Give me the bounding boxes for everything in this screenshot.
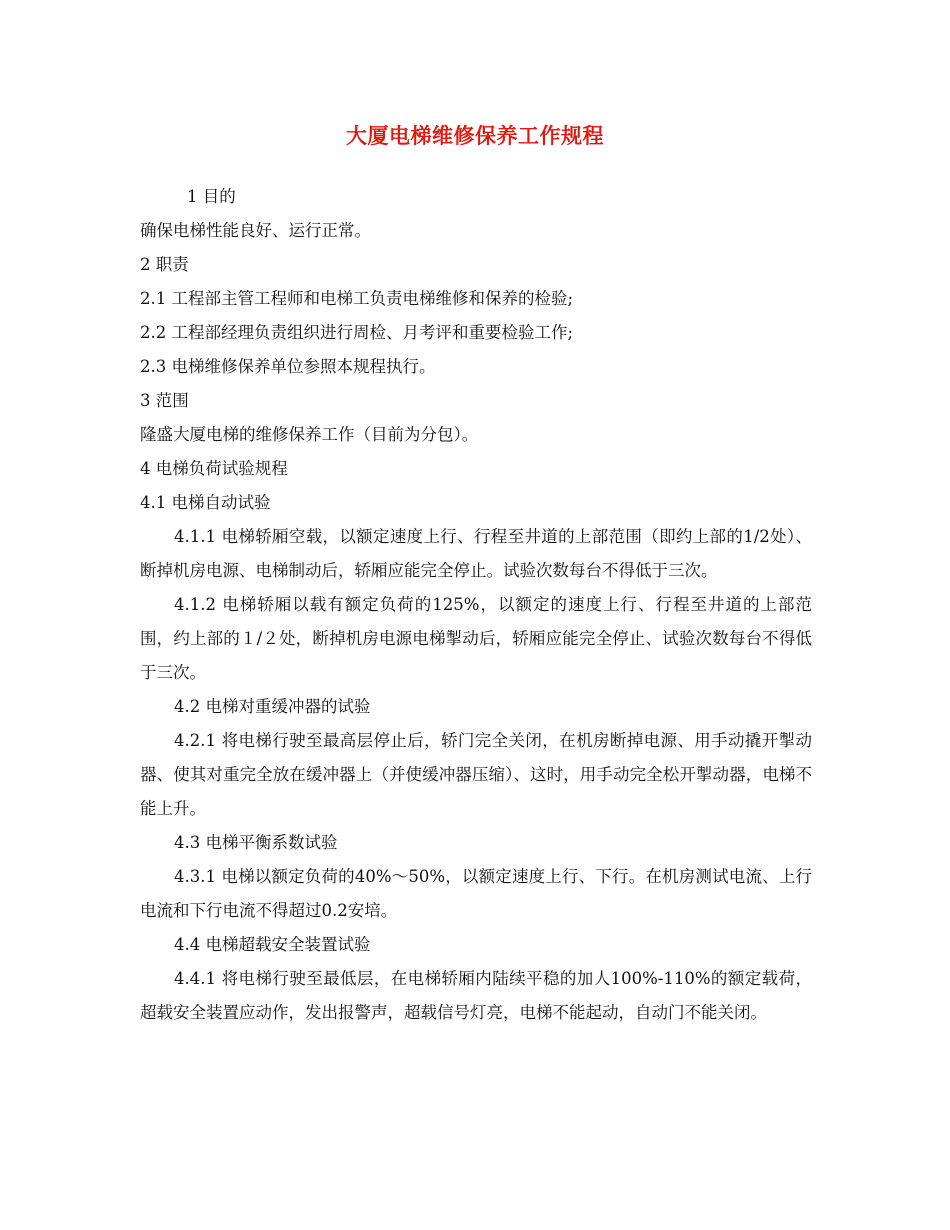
subsection-heading-4-2: 4.2 电梯对重缓冲器的试验 <box>174 697 371 716</box>
section-heading-scope: 3 范围 <box>140 391 189 410</box>
section-heading-purpose: 1 目的 <box>187 187 236 206</box>
scope-text: 隆盛大厦电梯的维修保养工作（目前为分包）。 <box>140 425 479 444</box>
paragraph-4-2-1: 4.2.1 将电梯行驶至最高层停止后，轿门完全关闭，在机房断掉电源、用手动撬开掣动器、使其对重完全放在缓冲器上（并使缓冲器压缩）、这时，用手动完全松开掣动器，电梯不能上升。 <box>140 731 812 818</box>
paragraph-4-3-1: 4.3.1 电梯以额定负荷的40%～50%，以额定速度上行、下行。在机房测试电流、上行电流和下行电流不得超过0.2安培。 <box>140 867 812 920</box>
subsection-heading-4-4: 4.4 电梯超载安全装置试验 <box>174 935 371 954</box>
section-heading-responsibility: 2 职责 <box>140 255 189 274</box>
paragraph-4-4-1: 4.4.1 将电梯行驶至最低层，在电梯轿厢内陆续平稳的加人100%-110%的额定载荷，超载安全装置应动作，发出报警声，超载信号灯亮，电梯不能起动，自动门不能关闭。 <box>140 969 812 1022</box>
responsibility-item-2-3: 2.3 电梯维修保养单位参照本规程执行。 <box>140 357 436 376</box>
paragraph-4-1-2: 4.1.2 电梯轿厢以载有额定负荷的125%，以额定的速度上行、行程至井道的上部范围，约上部的１/２处，断掉机房电源电梯掣动后，轿厢应能完全停止、试验次数每台不得低于三次。 <box>140 595 812 682</box>
purpose-text: 确保电梯性能良好、运行正常。 <box>140 221 371 240</box>
subsection-heading-4-3: 4.3 电梯平衡系数试验 <box>174 833 338 852</box>
document-body <box>140 180 812 1030</box>
section-heading-load-test: 4 电梯负荷试验规程 <box>140 459 288 478</box>
responsibility-item-2-2: 2.2 工程部经理负责组织进行周检、月考评和重要检验工作; <box>140 323 574 342</box>
paragraph-4-1-1: 4.1.1 电梯轿厢空载，以额定速度上行、行程至井道的上部范围（即约上部的1/2处）、断掉机房电源、电梯制动后，轿厢应能完全停止。试验次数每台不得低于三次。 <box>140 527 812 580</box>
document-title: 大厦电梯维修保养工作规程 <box>346 123 604 148</box>
subsection-heading-4-1: 4.1 电梯自动试验 <box>140 493 271 512</box>
responsibility-item-2-1: 2.1 工程部主管工程师和电梯工负责电梯维修和保养的检验; <box>140 289 574 308</box>
